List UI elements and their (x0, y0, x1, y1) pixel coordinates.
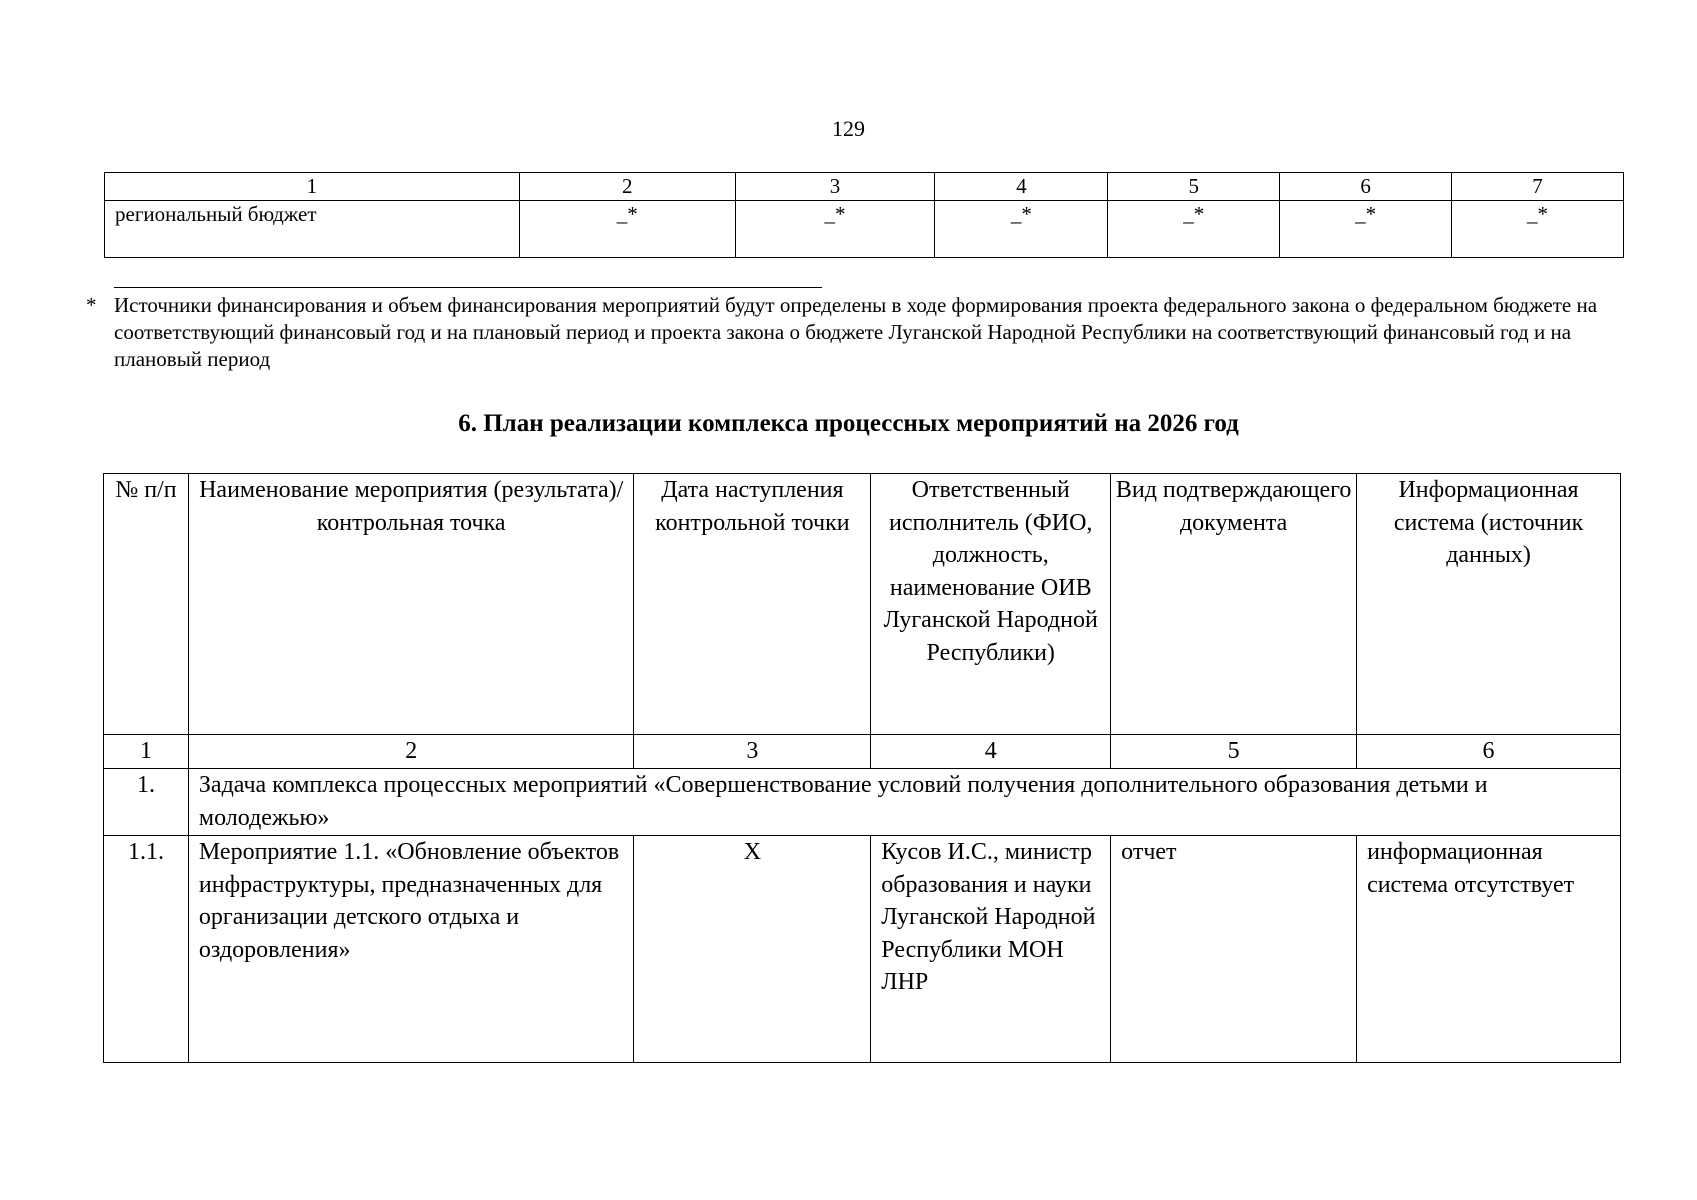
header-cell-responsible: Ответственный исполнитель (ФИО, должность, наименование ОИВ Луганской Народной Республики) (871, 474, 1111, 735)
header-cell-date: Дата наступления контрольной точки (634, 474, 871, 735)
table-cell: _* (1108, 201, 1280, 258)
table-row (104, 836, 1621, 1063)
column-number: 2 (519, 173, 735, 201)
event-name: Мероприятие 1.1. «Обновление объектов инфраструктуры, предназначенных для организации детского отдыха и оздоровления» (188, 836, 634, 1063)
column-number: 7 (1452, 173, 1624, 201)
info-system: информационная система отсутствует (1357, 836, 1621, 1063)
header-cell-name: Наименование мероприятия (результата)/ контрольная точка (188, 474, 634, 735)
column-number: 1 (105, 173, 520, 201)
financing-table (104, 172, 1624, 258)
header-cell-document: Вид подтверждающего документа (1111, 474, 1357, 735)
footnote-marker: * (86, 293, 97, 317)
financing-table-header-row (105, 173, 1624, 201)
task-row (104, 769, 1621, 836)
column-number: 3 (735, 173, 935, 201)
header-cell-number: № п/п (104, 474, 189, 735)
table-cell: _* (935, 201, 1108, 258)
row-number: 1.1. (104, 836, 189, 1063)
footnote-text: Источники финансирования и объем финансирования мероприятий будут определены в ходе формирования проекта федерального закона о федеральном бюджете на соответствующий финансовый год и на плановый период и проекта закона о бюджете Луганской Народной Республики на соответствующий финансовый год и на плановый период (114, 293, 1598, 371)
footnote-divider (114, 287, 822, 288)
column-number: 1 (104, 735, 189, 769)
column-number: 6 (1280, 173, 1452, 201)
column-number: 5 (1108, 173, 1280, 201)
column-number: 5 (1111, 735, 1357, 769)
section-title: 6. План реализации комплекса процессных мероприятий на 2026 год (458, 410, 1239, 437)
footnote (86, 292, 1626, 373)
column-number: 6 (1357, 735, 1621, 769)
table-cell: _* (735, 201, 935, 258)
task-number: 1. (104, 769, 189, 836)
plan-table (103, 473, 1621, 1063)
row-label: региональный бюджет (105, 201, 520, 258)
column-number: 2 (188, 735, 634, 769)
column-number: 4 (871, 735, 1111, 769)
table-cell: _* (1452, 201, 1624, 258)
control-date: X (634, 836, 871, 1063)
table-cell: _* (1280, 201, 1452, 258)
column-numbers-row (104, 735, 1621, 769)
column-number: 4 (935, 173, 1108, 201)
header-cell-info-system: Информационная система (источник данных) (1357, 474, 1621, 735)
table-cell: _* (519, 201, 735, 258)
document-type: отчет (1111, 836, 1357, 1063)
task-text: Задача комплекса процессных мероприятий «Совершенствование условий получения дополнительного образования детьми и молодежью» (188, 769, 1620, 836)
page-number: 129 (832, 116, 865, 141)
column-number: 3 (634, 735, 871, 769)
plan-table-header-row (104, 474, 1621, 735)
table-row (105, 201, 1624, 258)
responsible-person: Кусов И.С., министр образования и науки Луганской Народной Республики МОН ЛНР (871, 836, 1111, 1063)
